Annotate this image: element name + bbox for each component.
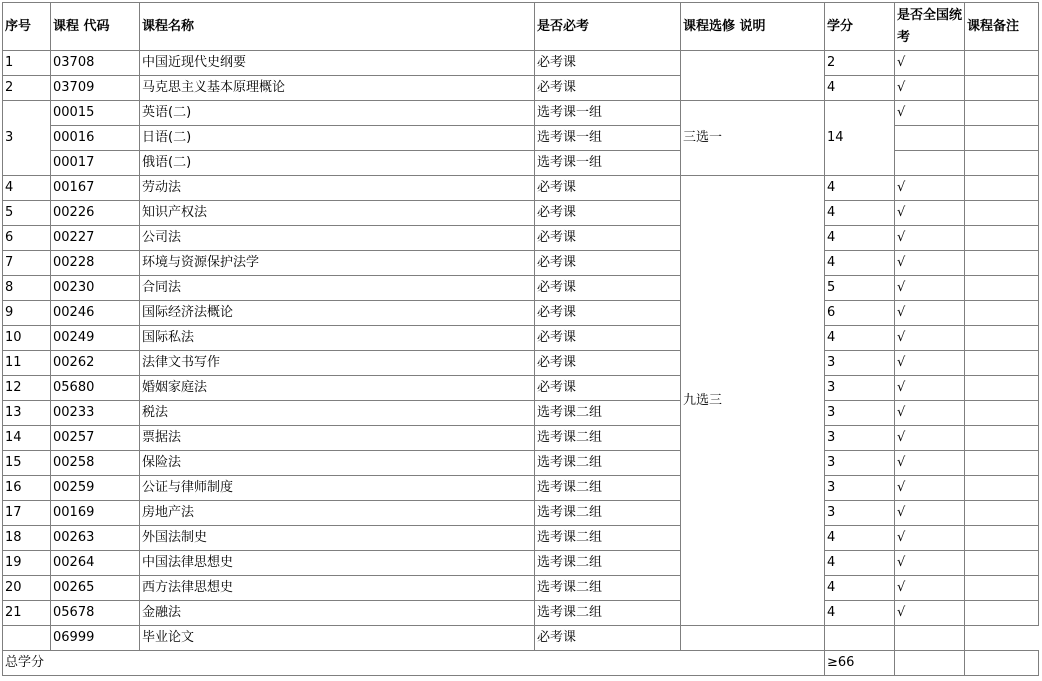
table-row: [3, 76, 1039, 101]
table-row: [3, 101, 1039, 126]
cell-national: √: [895, 376, 965, 401]
cell-required: 必考课: [535, 51, 681, 76]
cell-seq: 21: [3, 601, 51, 626]
cell-required: 必考课: [535, 351, 681, 376]
cell-required: 必考课: [535, 376, 681, 401]
cell-name: 西方法律思想史: [140, 576, 535, 601]
table-row: [3, 601, 1039, 626]
cell-credit: [681, 626, 825, 651]
total-remark: [965, 651, 1039, 676]
cell-code: 00017: [51, 151, 140, 176]
cell-name: 日语(二): [140, 126, 535, 151]
course-plan-table: [2, 2, 1039, 676]
cell-code: 00249: [51, 326, 140, 351]
cell-credit: 4: [825, 326, 895, 351]
cell-credit: 14: [825, 101, 895, 176]
cell-credit: 4: [825, 176, 895, 201]
cell-seq: 5: [3, 201, 51, 226]
cell-national: √: [895, 501, 965, 526]
cell-code: 00264: [51, 551, 140, 576]
header-row: [3, 3, 1039, 51]
cell-code: 03708: [51, 51, 140, 76]
cell-name: 婚姻家庭法: [140, 376, 535, 401]
cell-required: 必考课: [535, 201, 681, 226]
cell-code: 05680: [51, 376, 140, 401]
cell-name: 英语(二): [140, 101, 535, 126]
cell-national: √: [895, 451, 965, 476]
cell-name: 马克思主义基本原理概论: [140, 76, 535, 101]
cell-national: √: [895, 551, 965, 576]
cell-code: 00259: [51, 476, 140, 501]
cell-national: √: [895, 251, 965, 276]
table-row: [3, 426, 1039, 451]
cell-required: 选考课二组: [535, 476, 681, 501]
cell-required: 选考课二组: [535, 451, 681, 476]
cell-seq: 3: [3, 101, 51, 176]
cell-code: 00228: [51, 251, 140, 276]
cell-code: 00262: [51, 351, 140, 376]
cell-credit: 3: [825, 351, 895, 376]
cell-elective-note: 三选一: [681, 101, 825, 176]
cell-code: 00257: [51, 426, 140, 451]
cell-code: 00233: [51, 401, 140, 426]
cell-credit: 3: [825, 476, 895, 501]
cell-remark: [965, 501, 1039, 526]
cell-code: 00227: [51, 226, 140, 251]
cell-code: 00015: [51, 101, 140, 126]
cell-required: 必考课: [535, 76, 681, 101]
cell-remark: [895, 626, 965, 651]
cell-credit: 3: [825, 376, 895, 401]
cell-name: 合同法: [140, 276, 535, 301]
cell-required: 选考课二组: [535, 401, 681, 426]
cell-seq: 10: [3, 326, 51, 351]
cell-remark: [965, 201, 1039, 226]
cell-name: 法律文书写作: [140, 351, 535, 376]
cell-seq: 7: [3, 251, 51, 276]
cell-seq: 20: [3, 576, 51, 601]
table-row: [3, 401, 1039, 426]
cell-required: 必考课: [535, 251, 681, 276]
cell-required: 必考课: [535, 301, 681, 326]
cell-remark: [965, 176, 1039, 201]
cell-name: 国际私法: [140, 326, 535, 351]
cell-credit: 3: [825, 426, 895, 451]
cell-required: 选考课二组: [535, 551, 681, 576]
cell-seq: 15: [3, 451, 51, 476]
course-plan-body: [3, 3, 1039, 676]
cell-credit: 3: [825, 501, 895, 526]
cell-national: √: [895, 401, 965, 426]
table-row: [3, 326, 1039, 351]
cell-national: √: [895, 51, 965, 76]
cell-seq: 16: [3, 476, 51, 501]
cell-name: 外国法制史: [140, 526, 535, 551]
cell-code: 00230: [51, 276, 140, 301]
cell-national: [895, 151, 965, 176]
cell-name: 环境与资源保护法学: [140, 251, 535, 276]
cell-remark: [965, 301, 1039, 326]
cell-required: 必考课: [535, 326, 681, 351]
cell-credit: 4: [825, 226, 895, 251]
cell-national: [895, 126, 965, 151]
cell-remark: [965, 276, 1039, 301]
table-row: [3, 251, 1039, 276]
cell-national: √: [895, 301, 965, 326]
cell-remark: [965, 451, 1039, 476]
cell-national: √: [895, 201, 965, 226]
header-credit: 学分: [825, 3, 895, 51]
cell-seq: 6: [3, 226, 51, 251]
table-row: [3, 476, 1039, 501]
table-row: [3, 526, 1039, 551]
cell-required: 必考课: [535, 226, 681, 251]
cell-remark: [965, 426, 1039, 451]
cell-national: √: [895, 226, 965, 251]
cell-national: √: [895, 426, 965, 451]
cell-required: 选考课一组: [535, 101, 681, 126]
header-code: 课程 代码: [51, 3, 140, 51]
cell-credit: 4: [825, 76, 895, 101]
cell-remark: [965, 576, 1039, 601]
header-name: 课程名称: [140, 3, 535, 51]
cell-name: 中国法律思想史: [140, 551, 535, 576]
cell-name: 公证与律师制度: [140, 476, 535, 501]
cell-name: 知识产权法: [140, 201, 535, 226]
table-row: [3, 51, 1039, 76]
cell-name: 劳动法: [140, 176, 535, 201]
cell-remark: [965, 76, 1039, 101]
cell-seq: 1: [3, 51, 51, 76]
cell-remark: [965, 551, 1039, 576]
cell-required: 选考课二组: [535, 526, 681, 551]
table-row: [3, 351, 1039, 376]
table-row: [3, 176, 1039, 201]
cell-credit: 4: [825, 551, 895, 576]
cell-national: √: [895, 601, 965, 626]
cell-credit: 6: [825, 301, 895, 326]
cell-remark: [965, 326, 1039, 351]
cell-code: 00226: [51, 201, 140, 226]
cell-remark: [965, 126, 1039, 151]
cell-code: 00167: [51, 176, 140, 201]
cell-remark: [965, 226, 1039, 251]
cell-national: √: [895, 276, 965, 301]
cell-code: 00258: [51, 451, 140, 476]
header-remark: 课程备注: [965, 3, 1039, 51]
cell-code: 00016: [51, 126, 140, 151]
total-row: [3, 651, 1039, 676]
header-elective-note: 课程选修 说明: [681, 3, 825, 51]
cell-remark: [965, 401, 1039, 426]
cell-seq: 2: [3, 76, 51, 101]
cell-remark: [965, 476, 1039, 501]
cell-national: √: [895, 526, 965, 551]
cell-national: √: [895, 176, 965, 201]
cell-name: 中国近现代史纲要: [140, 51, 535, 76]
total-credit: ≥66: [825, 651, 895, 676]
cell-seq: 13: [3, 401, 51, 426]
cell-required: 选考课二组: [535, 601, 681, 626]
cell-required: 选考课一组: [535, 126, 681, 151]
cell-code: 00265: [51, 576, 140, 601]
cell-national: √: [895, 326, 965, 351]
cell-credit: 3: [825, 401, 895, 426]
cell-credit: 4: [825, 526, 895, 551]
cell-name: 房地产法: [140, 501, 535, 526]
cell-remark: [965, 526, 1039, 551]
cell-credit: 4: [825, 251, 895, 276]
cell-national: √: [895, 576, 965, 601]
table-row: [3, 201, 1039, 226]
cell-name: 俄语(二): [140, 151, 535, 176]
cell-remark: [965, 251, 1039, 276]
cell-seq: 9: [3, 301, 51, 326]
cell-credit: 3: [825, 451, 895, 476]
cell-required: 必考课: [535, 626, 681, 651]
cell-name: 毕业论文: [140, 626, 535, 651]
table-row: [3, 276, 1039, 301]
cell-name: 票据法: [140, 426, 535, 451]
cell-credit: 4: [825, 601, 895, 626]
cell-name: 金融法: [140, 601, 535, 626]
cell-code: 00263: [51, 526, 140, 551]
cell-name: 公司法: [140, 226, 535, 251]
cell-required: 选考课二组: [535, 426, 681, 451]
header-required: 是否必考: [535, 3, 681, 51]
table-row: [3, 501, 1039, 526]
cell-credit: 5: [825, 276, 895, 301]
cell-code: 00169: [51, 501, 140, 526]
cell-name: 税法: [140, 401, 535, 426]
cell-required: 选考课二组: [535, 501, 681, 526]
header-national: 是否全国统考: [895, 3, 965, 51]
cell-seq: 4: [3, 176, 51, 201]
cell-code: 05678: [51, 601, 140, 626]
cell-seq: 19: [3, 551, 51, 576]
cell-national: [825, 626, 895, 651]
cell-elective-note: [681, 51, 825, 101]
cell-national: √: [895, 76, 965, 101]
cell-remark: [965, 601, 1039, 626]
cell-seq: [3, 626, 51, 651]
cell-seq: 8: [3, 276, 51, 301]
cell-code: 03709: [51, 76, 140, 101]
cell-national: √: [895, 476, 965, 501]
table-row: [3, 626, 1039, 651]
cell-required: 选考课一组: [535, 151, 681, 176]
cell-required: 必考课: [535, 176, 681, 201]
cell-seq: 14: [3, 426, 51, 451]
table-row: [3, 301, 1039, 326]
cell-remark: [965, 376, 1039, 401]
cell-seq: 18: [3, 526, 51, 551]
cell-national: √: [895, 101, 965, 126]
table-row: [3, 451, 1039, 476]
cell-remark: [965, 351, 1039, 376]
table-row: [3, 226, 1039, 251]
table-row: [3, 576, 1039, 601]
cell-seq: 12: [3, 376, 51, 401]
cell-required: 必考课: [535, 276, 681, 301]
cell-code: 06999: [51, 626, 140, 651]
cell-remark: [965, 101, 1039, 126]
cell-seq: 11: [3, 351, 51, 376]
cell-name: 保险法: [140, 451, 535, 476]
cell-elective-note: 九选三: [681, 176, 825, 626]
cell-code: 00246: [51, 301, 140, 326]
cell-national: √: [895, 351, 965, 376]
total-label: 总学分: [3, 651, 825, 676]
header-seq: 序号: [3, 3, 51, 51]
cell-name: 国际经济法概论: [140, 301, 535, 326]
table-row: [3, 376, 1039, 401]
total-national: [895, 651, 965, 676]
cell-credit: 4: [825, 201, 895, 226]
cell-credit: 4: [825, 576, 895, 601]
cell-credit: 2: [825, 51, 895, 76]
table-row: [3, 551, 1039, 576]
cell-remark: [965, 151, 1039, 176]
cell-required: 选考课二组: [535, 576, 681, 601]
cell-remark: [965, 51, 1039, 76]
cell-seq: 17: [3, 501, 51, 526]
